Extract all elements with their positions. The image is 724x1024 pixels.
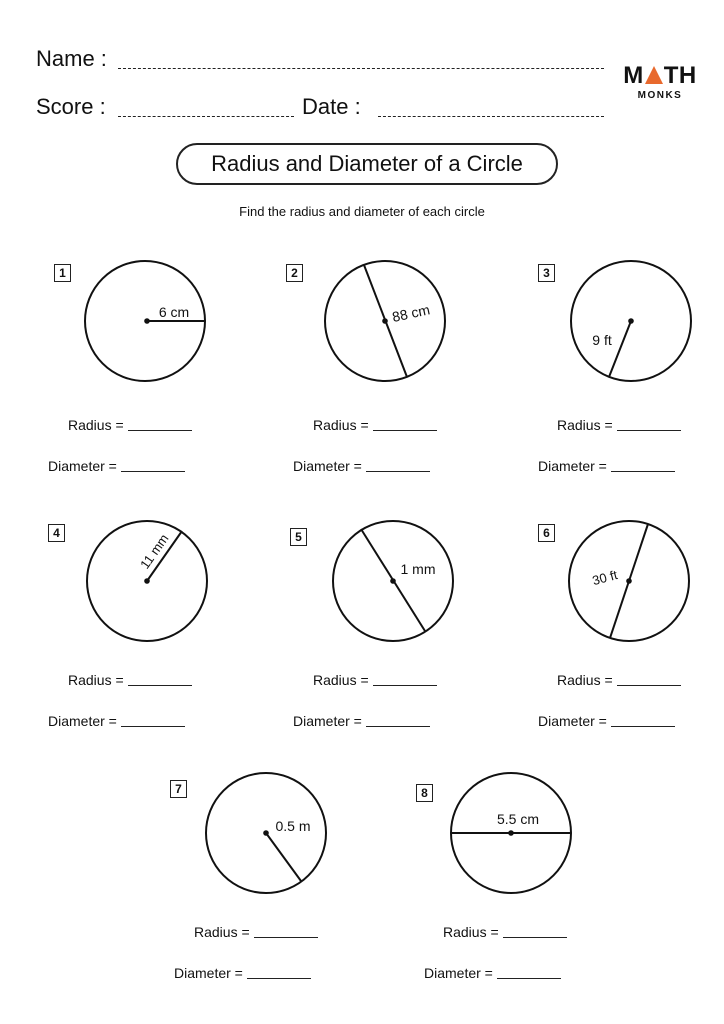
circle-diagram — [82, 516, 212, 646]
problem-number: 2 — [286, 264, 303, 282]
measure-label: 6 cm — [158, 304, 190, 320]
measure-label: 0.5 m — [275, 818, 311, 834]
triangle-icon — [645, 66, 663, 84]
name-field[interactable] — [118, 68, 604, 69]
measure-label: 1 mm — [400, 561, 436, 577]
math-monks-logo: M TH MONKS — [623, 62, 697, 101]
problem-number: 1 — [54, 264, 71, 282]
measure-label: 11 mm — [137, 531, 172, 572]
diameter-answer-blank[interactable] — [497, 978, 561, 979]
worksheet-title: Radius and Diameter of a Circle — [176, 143, 558, 185]
diameter-answer-row: Diameter = — [48, 458, 185, 474]
problem-number: 5 — [290, 528, 307, 546]
score-label: Score : — [36, 94, 106, 119]
radius-answer-blank[interactable] — [373, 685, 437, 686]
problem-number: 6 — [538, 524, 555, 542]
problem-number: 4 — [48, 524, 65, 542]
diameter-answer-row: Diameter = — [538, 713, 675, 729]
radius-answer-blank[interactable] — [128, 685, 192, 686]
circle-diagram — [201, 768, 331, 898]
circle-diagram — [446, 768, 576, 898]
date-field[interactable] — [378, 116, 604, 117]
radius-answer-row: Radius = — [557, 672, 681, 688]
score-field[interactable] — [118, 116, 294, 117]
diameter-answer-row: Diameter = — [174, 965, 311, 981]
radius-answer-row: Radius = — [313, 417, 437, 433]
diameter-answer-row: Diameter = — [293, 713, 430, 729]
circle-diagram — [80, 256, 210, 386]
problem-number: 7 — [170, 780, 187, 798]
date-label: Date : — [302, 94, 361, 119]
instructions: Find the radius and diameter of each circle — [239, 204, 485, 219]
diameter-answer-blank[interactable] — [366, 471, 430, 472]
radius-answer-row: Radius = — [557, 417, 681, 433]
measure-label: 30 ft — [590, 567, 619, 589]
diameter-answer-blank[interactable] — [121, 471, 185, 472]
measure-label: 5.5 cm — [496, 811, 540, 827]
radius-answer-blank[interactable] — [617, 685, 681, 686]
diameter-answer-blank[interactable] — [121, 726, 185, 727]
radius-answer-row: Radius = — [194, 924, 318, 940]
name-label: Name : — [36, 46, 107, 71]
circle-diagram — [566, 256, 696, 386]
diameter-answer-blank[interactable] — [247, 978, 311, 979]
radius-answer-blank[interactable] — [617, 430, 681, 431]
radius-answer-blank[interactable] — [128, 430, 192, 431]
diameter-answer-row: Diameter = — [424, 965, 561, 981]
diameter-answer-blank[interactable] — [611, 726, 675, 727]
diameter-answer-row: Diameter = — [293, 458, 430, 474]
diameter-answer-blank[interactable] — [366, 726, 430, 727]
radius-answer-row: Radius = — [313, 672, 437, 688]
radius-answer-blank[interactable] — [373, 430, 437, 431]
measure-label: 88 cm — [390, 301, 432, 325]
problem-number: 3 — [538, 264, 555, 282]
radius-answer-row: Radius = — [68, 417, 192, 433]
diameter-answer-row: Diameter = — [538, 458, 675, 474]
radius-answer-blank[interactable] — [503, 937, 567, 938]
circle-diagram — [564, 516, 694, 646]
radius-answer-blank[interactable] — [254, 937, 318, 938]
diameter-answer-blank[interactable] — [611, 471, 675, 472]
circle-diagram — [328, 516, 458, 646]
circle-diagram — [320, 256, 450, 386]
measure-label: 9 ft — [592, 332, 612, 348]
radius-answer-row: Radius = — [68, 672, 192, 688]
problem-number: 8 — [416, 784, 433, 802]
diameter-answer-row: Diameter = — [48, 713, 185, 729]
radius-answer-row: Radius = — [443, 924, 567, 940]
